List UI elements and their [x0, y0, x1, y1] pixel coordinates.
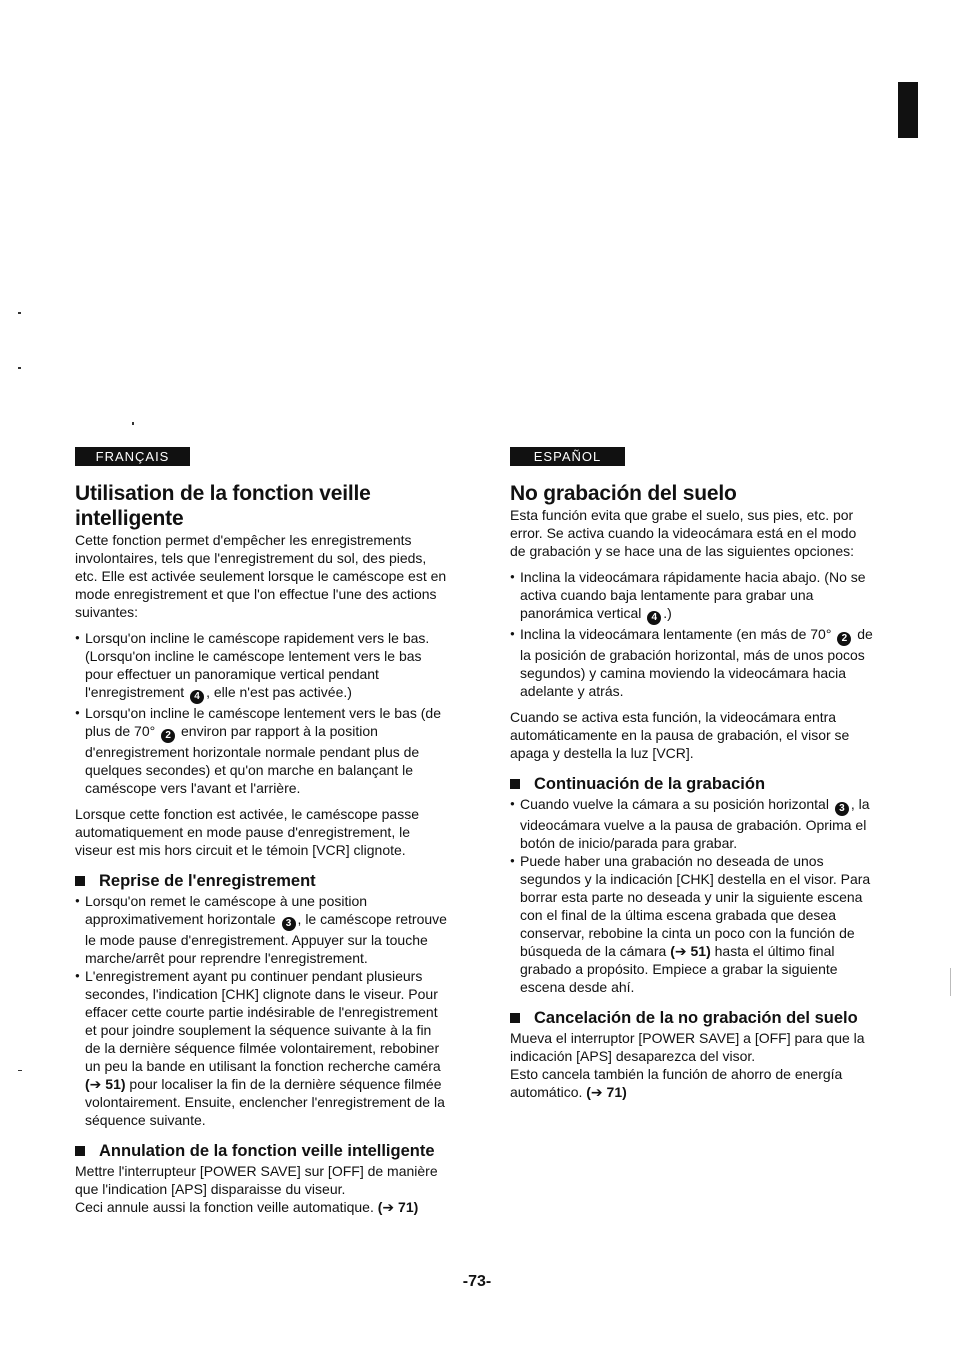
step-number-badge: 3: [282, 917, 296, 931]
subsection-title: Reprise de l'enregistrement: [75, 871, 447, 892]
subsection-title: Cancelación de la no grabación del suelo: [510, 1008, 874, 1029]
scan-speck: [18, 312, 21, 314]
list-item: ● Lorsqu'on incline le caméscope rapidement vers le bas. (Lorsqu'on incline le caméscope lentement vers le bas pour effectuer un panoramique vertical pendant l'enregistrement 4 , elle n'est pas activée.): [75, 629, 447, 704]
square-bullet-icon: [75, 1146, 85, 1156]
cancel-paragraph: Mueva el interruptor [POWER SAVE] a [OFF] para que la indicación [APS] desaparezca del visor.: [510, 1030, 865, 1064]
resume-list: [75, 892, 447, 1129]
list-item: ● Inclina la videocámara rápidamente hacia abajo. (No se activa cuando baja lentamente para grabar una panorámica vertical 4 .): [510, 568, 874, 625]
scan-speck: [18, 367, 21, 369]
step-number-badge: 2: [837, 632, 851, 646]
cancel-note: Esto cancela también la función de ahorro de energía automático. (➔ 71): [510, 1066, 843, 1100]
page-number: -73-: [462, 1273, 492, 1290]
scan-speck: [18, 1070, 22, 1071]
scan-speck: [132, 422, 134, 425]
square-bullet-icon: [510, 779, 520, 789]
list-item: ● Cuando vuelve la cámara a su posición horizontal 3 , la videocámara vuelve a la pausa de grabación. Oprima el botón de inicio/parada para grabar.: [510, 795, 874, 852]
page-reference: (➔ 71): [377, 1199, 419, 1215]
step-number-badge: 3: [835, 802, 849, 816]
list-item: ● Lorsqu'on remet le caméscope à une position approximativement horizontale 3 , le caméscope retrouve le mode pause d'enregistrement. Appuyer sur la touche marche/arrêt pour reprendre l'enregistrement.: [75, 892, 447, 967]
result-paragraph: Lorsque cette fonction est activée, le caméscope passe automatiquement en mode pause d'enregistrement, le viseur est mis hors circuit et le témoin [VCR] clignote.: [75, 806, 419, 858]
edge-thumb-mark: [898, 82, 918, 138]
cancel-paragraph: Mettre l'interrupteur [POWER SAVE] sur [OFF] de manière que l'indication [APS] disparaisse du viseur.: [75, 1163, 438, 1197]
subsection-title: Annulation de la fonction veille intelligente: [75, 1141, 447, 1162]
section-title: Utilisation de la fonction veille intelligente: [75, 482, 371, 530]
language-tag: ESPAÑOL: [510, 447, 625, 466]
subsection-title: Continuación de la grabación: [510, 774, 874, 795]
result-paragraph: Cuando se activa esta función, la videocámara entra automáticamente en la pausa de grabación, el visor se apaga y destella la luz [VCR].: [510, 709, 850, 761]
list-item: ● Inclina la videocámara lentamente (en más de 70° 2 de la posición de grabación horizontal, más de unos pocos segundos) y camina moviendo la videocámara hacia adelante y atrás.: [510, 625, 874, 700]
step-number-badge: 2: [161, 729, 175, 743]
intro-paragraph: Esta función evita que grabe el suelo, sus pies, etc. por error. Se activa cuando la videocámara está en el modo de grabación y se hace una de las siguientes opciones:: [510, 507, 857, 559]
section-title: No grabación del suelo: [510, 482, 737, 505]
page-reference: (➔ 51): [670, 943, 711, 959]
page-reference: (➔ 71): [586, 1084, 627, 1100]
square-bullet-icon: [75, 876, 85, 886]
condition-list: [510, 568, 874, 700]
resume-list: [510, 795, 874, 996]
list-item: ● L'enregistrement ayant pu continuer pendant plusieurs secondes, l'indication [CHK] clignote dans le viseur. Pour effacer cette courte partie indésirable de l'enregistrement et pour joindre souplement la séquence suivante à la fin de la dernière séquence filmée volontairement, rebobiner un peu la bande en utilisant la fonction recherche caméra (➔ 51) pour localiser la fin de la dernière séquence filmée volontairement. Ensuite, enclencher l'enregistrement de la séquence suivante.: [75, 967, 447, 1129]
french-column: [75, 447, 447, 1216]
language-tag: FRANÇAIS: [75, 447, 190, 466]
step-number-badge: 4: [647, 611, 661, 625]
spanish-column: [510, 447, 874, 1101]
list-item: ● Puede haber una grabación no deseada de unos segundos y la indicación [CHK] destella en el visor. Para borrar esta parte no deseada y unir la siguiente escena con el final de la última escena grabada que desea conservar, rebobine la cinta un poco con la función de búsqueda de la cámara (➔ 51) hasta el último final grabado a propósito. Empiece a grabar la siguiente escena desde ahí.: [510, 852, 874, 996]
cancel-note: Ceci annule aussi la fonction veille automatique. (➔ 71): [75, 1199, 419, 1215]
scan-speck: [950, 968, 951, 996]
square-bullet-icon: [510, 1013, 520, 1023]
page-reference: (➔ 51): [85, 1076, 126, 1092]
condition-list: [75, 629, 447, 797]
step-number-badge: 4: [190, 690, 204, 704]
list-item: ● Lorsqu'on incline le caméscope lentement vers le bas (de plus de 70° 2 environ par rapport à la position d'enregistrement horizontale normale pendant plus de quelques secondes) et qu'on marche en balançant le caméscope vers l'avant et l'arrière.: [75, 704, 447, 797]
intro-paragraph: Cette fonction permet d'empêcher les enregistrements involontaires, tels que l'enregistrement du sol, des pieds, etc. Elle est activée seulement lorsque le caméscope est en mode enregistrement et que l'on effectue l'une des actions suivantes:: [75, 532, 447, 620]
